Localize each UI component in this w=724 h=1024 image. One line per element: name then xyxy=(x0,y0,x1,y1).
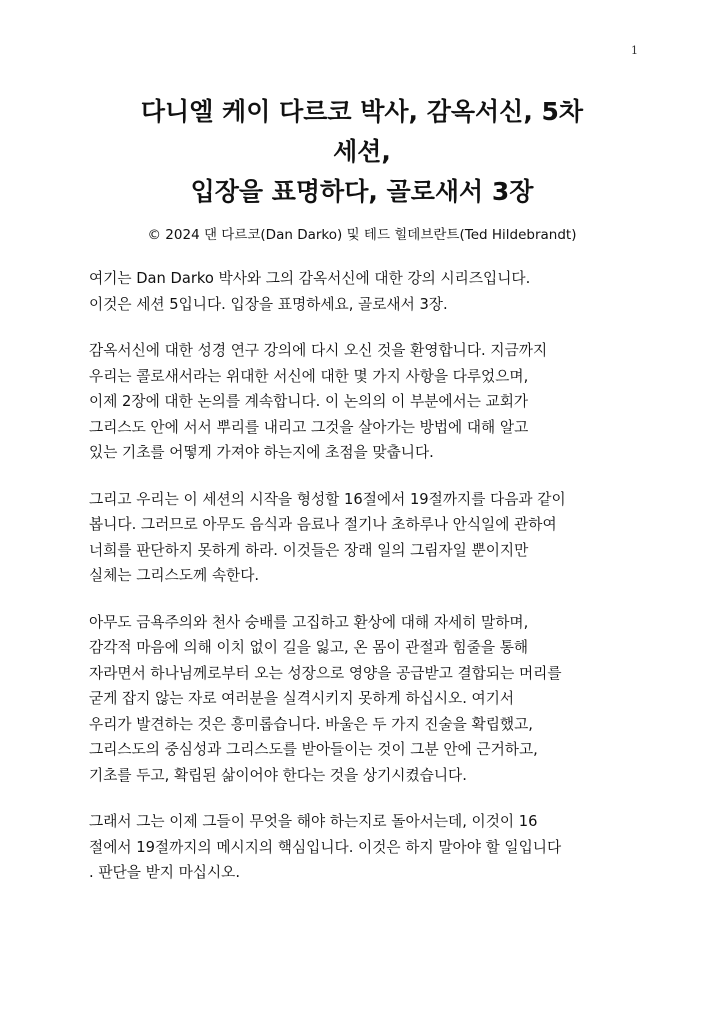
text-line: 자라면서 하나님께로부터 오는 성장으로 영양을 공급받고 결합되는 머리를 xyxy=(89,664,562,682)
text-line: 우리는 콜로새서라는 위대한 서신에 대한 몇 가지 사항을 다루었으며, xyxy=(89,367,529,385)
text-line: 우리가 발견하는 것은 흥미롭습니다. 바울은 두 가지 진술을 확립했고, xyxy=(89,715,533,733)
text-line: 너희를 판단하지 못하게 하라. 이것들은 장래 일의 그림자일 뿐이지만 xyxy=(89,541,529,559)
text-line: 그리고 우리는 이 세션의 시작을 형성할 16절에서 19절까지를 다음과 같이 xyxy=(89,490,566,508)
text-line: 그래서 그는 이제 그들이 무엇을 해야 하는지로 돌아서는데, 이것이 16 xyxy=(89,813,538,830)
text-line: 이제 2장에 대한 논의를 계속합니다. 이 논의의 이 부분에서는 교회가 xyxy=(89,393,529,410)
paragraph xyxy=(89,487,649,589)
text-line: 있는 기초를 어떻게 가져야 하는지에 초점을 맞춥니다. xyxy=(89,444,434,461)
text-line: 봅니다. 그러므로 아무도 음식과 음료나 절기나 초하루나 안식일에 관하여 xyxy=(89,516,557,533)
document-body xyxy=(89,266,649,907)
document-title xyxy=(60,92,664,212)
text-line: 여기는 Dan Darko 박사와 그의 감옥서신에 대한 강의 시리즈입니다. xyxy=(89,270,531,287)
paragraph xyxy=(89,610,649,789)
title-line: 입장을 표명하다, 골로새서 3장 xyxy=(190,177,534,206)
text-line: 아무도 금욕주의와 천사 숭배를 고집하고 환상에 대해 자세히 말하며, xyxy=(89,613,529,631)
text-line: 그리스도의 중심성과 그리스도를 받아들이는 것이 그분 안에 근거하고, xyxy=(89,741,538,758)
paragraph xyxy=(89,338,649,466)
text-line: 굳게 잡지 않는 자로 여러분을 실격시키지 못하게 하십시오. 여기서 xyxy=(89,690,515,707)
copyright-notice: © 2024 댄 다르코(Dan Darko) 및 테드 힐데브란트(Ted Hildebrandt) xyxy=(147,227,577,243)
paragraph xyxy=(89,266,649,317)
text-line: 기초를 두고, 확립된 삶이어야 한다는 것을 상기시켰습니다. xyxy=(89,766,467,784)
text-line: . 판단을 받지 마십시오. xyxy=(89,864,241,881)
text-line: 이것은 세션 5입니다. 입장을 표명하세요, 골로새서 3장. xyxy=(89,295,448,313)
text-line: 절에서 19절까지의 메시지의 핵심입니다. 이것은 하지 말아야 할 일입니다 xyxy=(89,838,562,856)
text-line: 감각적 마음에 의해 이치 없이 길을 잃고, 온 몸이 관절과 힘줄을 통해 xyxy=(89,639,529,656)
page-number: 1 xyxy=(631,44,638,57)
title-line: 다니엘 케이 다르코 박사, 감옥서신, 5차 xyxy=(140,97,584,126)
text-line: 실체는 그리스도께 속한다. xyxy=(89,567,260,584)
text-line: 감옥서신에 대한 성경 연구 강의에 다시 오신 것을 환영합니다. 지금까지 xyxy=(89,342,548,359)
title-line: 세션, xyxy=(333,137,391,166)
paragraph xyxy=(89,809,649,886)
text-line: 그리스도 안에 서서 뿌리를 내리고 그것을 살아가는 방법에 대해 알고 xyxy=(89,418,529,436)
